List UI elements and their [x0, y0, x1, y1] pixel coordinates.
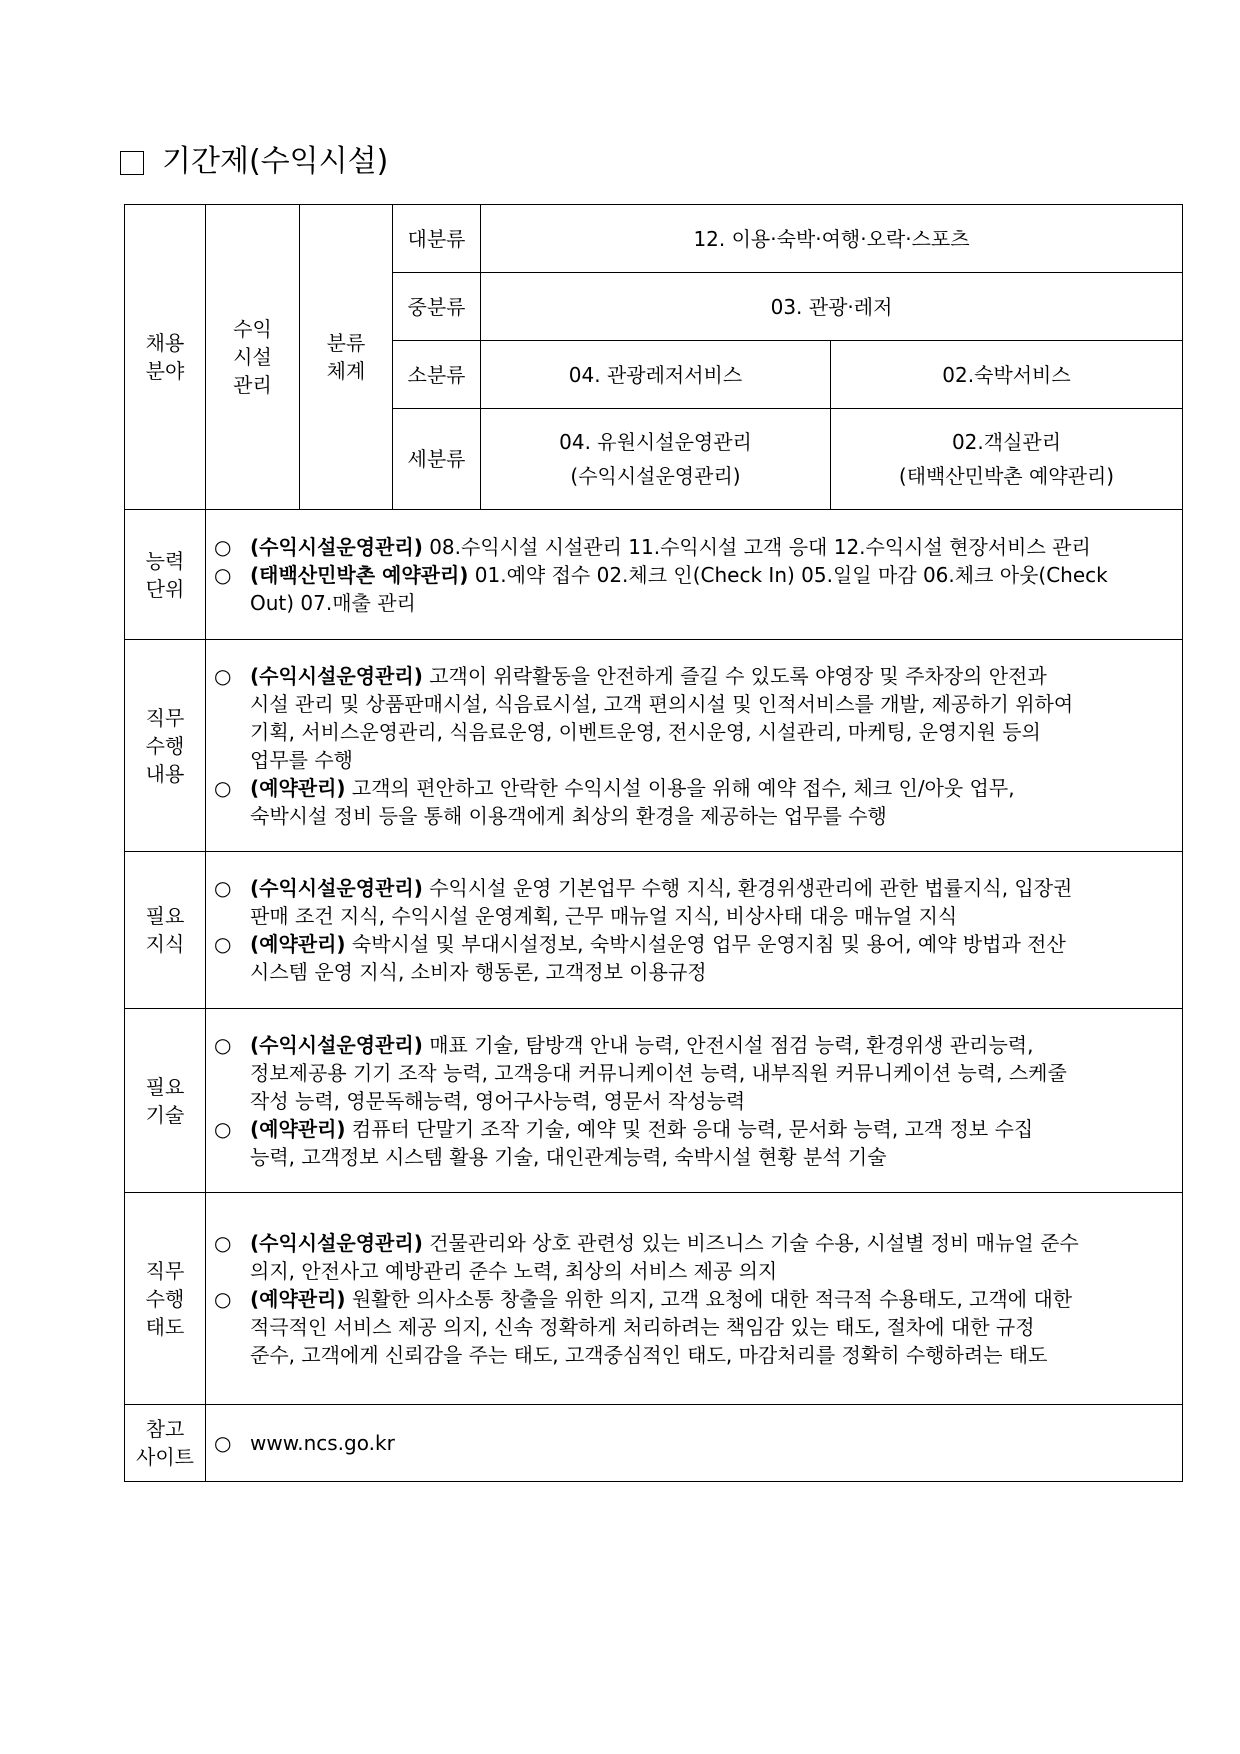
bullet-line	[250, 1429, 1172, 1457]
classification-row-major	[125, 205, 1183, 273]
section-row	[125, 640, 1183, 852]
section-label-text: 참고	[145, 1417, 185, 1441]
bullet-line	[250, 1087, 1172, 1115]
bullet-item	[212, 561, 1172, 617]
bullet-text: 원활한 의사소통 창출을 위한 의지, 고객 요청에 대한 적극적 수용태도, 고객에 대한	[345, 1286, 1073, 1311]
bullet-item	[212, 533, 1172, 561]
major-class-value: 12. 이용·숙박·여행·오락·스포츠	[481, 205, 1183, 273]
bullet-text: 의지, 안전사고 예방관리 준수 노력, 최상의 서비스 제공 의지	[250, 1258, 778, 1283]
bullet-line	[250, 1229, 1172, 1257]
bullet-text: 숙박시설 및 부대시설정보, 숙박시설운영 업무 운영지침 및 용어, 예약 방법과 전산	[345, 932, 1066, 956]
section-label-text: 필요	[145, 1074, 185, 1099]
minor-class-left: 04. 관광레저서비스	[481, 341, 831, 409]
bullet-item	[212, 1229, 1172, 1285]
bullet-item	[212, 774, 1172, 830]
bullet-line	[250, 1257, 1172, 1285]
circle-bullet-icon: ○	[214, 562, 232, 587]
bullet-line	[250, 802, 1172, 830]
circle-bullet-icon: ○	[214, 1032, 232, 1057]
job-label: 수익 시설 관리	[206, 205, 300, 510]
circle-bullet-icon: ○	[214, 534, 232, 559]
minor-class-right: 02.숙박서비스	[831, 341, 1183, 409]
bullet-line	[250, 1059, 1172, 1087]
section-content-skill	[206, 1009, 1183, 1193]
bullet-text: 정보제공용 기기 조작 능력, 고객응대 커뮤니케이션 능력, 내부직원 커뮤니케이션 능력, 스케줄	[250, 1060, 1067, 1085]
bullet-tag: (예약관리)	[250, 932, 346, 956]
section-label-ability	[125, 510, 206, 640]
bullet-text: 건물관리와 상호 관련성 있는 비즈니스 기술 수용, 시설별 정비 매뉴얼 준수	[422, 1230, 1079, 1255]
bullet-text: 작성 능력, 영문독해능력, 영어구사능력, 영문서 작성능력	[250, 1088, 746, 1113]
bullet-line	[250, 930, 1172, 958]
section-label-text: 기술	[145, 1102, 185, 1127]
section-row	[125, 510, 1183, 640]
bullet-text: 적극적인 서비스 제공 의지, 신속 정확하게 처리하려는 책임감 있는 태도, 절차에 대한 규정	[250, 1314, 1035, 1339]
middle-class-value: 03. 관광·레저	[481, 273, 1183, 341]
section-row	[125, 852, 1183, 1009]
bullet-text: 준수, 고객에게 신뢰감을 주는 태도, 고객중심적인 태도, 마감처리를 정확히 수행하려는 태도	[250, 1342, 1048, 1367]
section-label-text: 지식	[145, 932, 185, 956]
middle-class-label: 중분류	[393, 273, 481, 341]
bullet-text: 숙박시설 정비 등을 통해 이용객에게 최상의 환경을 제공하는 업무를 수행	[250, 803, 887, 828]
bullet-text: 판매 조건 지식, 수익시설 운영계획, 근무 매뉴얼 지식, 비상사태 대응 매뉴얼 지식	[250, 904, 958, 928]
bullet-text: 기획, 서비스운영관리, 식음료운영, 이벤트운영, 전시운영, 시설관리, 마케팅, 운영지원 등의	[250, 719, 1041, 744]
checkbox-icon	[120, 151, 144, 175]
bullet-text: 컴퓨터 단말기 조작 기술, 예약 및 전화 응대 능력, 문서화 능력, 고객 정보 수집	[345, 1116, 1034, 1141]
bullet-item	[212, 1031, 1172, 1115]
bullet-item	[212, 662, 1172, 774]
bullet-line	[250, 690, 1172, 718]
bullet-text: 업무를 수행	[250, 747, 353, 772]
circle-bullet-icon: ○	[214, 932, 232, 956]
section-content-reference	[206, 1405, 1183, 1482]
bullet-text: 08.수익시설 시설관리 11.수익시설 고객 응대 12.수익시설 현장서비스 관리	[422, 534, 1091, 559]
section-label-text: 수행	[145, 733, 185, 758]
bullet-tag: (예약관리)	[250, 1286, 346, 1311]
section-label-text: 사이트	[136, 1445, 194, 1469]
bullet-line	[250, 874, 1172, 902]
section-heading	[120, 142, 388, 182]
section-label-skill	[125, 1009, 206, 1193]
section-label-duty	[125, 640, 206, 852]
section-content-knowledge	[206, 852, 1183, 1009]
section-label-knowledge	[125, 852, 206, 1009]
section-label-reference	[125, 1405, 206, 1482]
bullet-text: 매표 기술, 탐방객 안내 능력, 안전시설 점검 능력, 환경위생 관리능력,	[422, 1032, 1034, 1057]
section-row	[125, 1193, 1183, 1405]
bullet-text: 고객의 편안하고 안락한 수익시설 이용을 위해 예약 접수, 체크 인/아웃 업무,	[345, 775, 1015, 800]
major-class-label: 대분류	[393, 205, 481, 273]
bullet-line	[250, 958, 1172, 986]
bullet-line	[250, 1285, 1172, 1313]
section-content-ability	[206, 510, 1183, 640]
classification-label: 분류 체계	[300, 205, 393, 510]
section-label-text: 직무	[145, 705, 185, 730]
bullet-item	[212, 1285, 1172, 1369]
section-row	[125, 1009, 1183, 1193]
minor-class-label: 소분류	[393, 341, 481, 409]
bullet-line	[250, 662, 1172, 690]
bullet-tag: (수익시설운영관리)	[250, 1230, 423, 1255]
bullet-line	[250, 589, 1172, 617]
bullet-text: 01.예약 접수 02.체크 인(Check In) 05.일일 마감 06.체크 아웃(Check	[468, 562, 1108, 587]
detail-class-right: 02.객실관리 (태백산민박촌 예약관리)	[831, 409, 1183, 510]
circle-bullet-icon: ○	[214, 1431, 232, 1455]
bullet-line	[250, 561, 1172, 589]
field-label: 채용 분야	[125, 205, 206, 510]
bullet-line	[250, 1143, 1172, 1171]
bullet-item	[212, 1429, 1172, 1457]
bullet-tag: (수익시설운영관리)	[250, 534, 423, 559]
bullet-text: 수익시설 운영 기본업무 수행 지식, 환경위생관리에 관한 법률지식, 입장권	[422, 876, 1073, 900]
bullet-line	[250, 533, 1172, 561]
bullet-tag: (수익시설운영관리)	[250, 663, 423, 688]
bullet-line	[250, 1115, 1172, 1143]
section-row	[125, 1405, 1183, 1482]
section-title: 기간제(수익시설)	[162, 144, 389, 179]
section-label-text: 수행	[145, 1286, 185, 1311]
circle-bullet-icon: ○	[214, 775, 232, 800]
bullet-line	[250, 774, 1172, 802]
bullet-tag: (태백산민박촌 예약관리)	[250, 562, 469, 587]
circle-bullet-icon: ○	[214, 663, 232, 688]
bullet-tag: (예약관리)	[250, 1116, 346, 1141]
circle-bullet-icon: ○	[214, 1230, 232, 1255]
section-label-text: 필요	[145, 904, 185, 928]
bullet-tag: (예약관리)	[250, 775, 346, 800]
section-label-text: 내용	[145, 761, 185, 786]
bullet-text: 시설 관리 및 상품판매시설, 식음료시설, 고객 편의시설 및 인적서비스를 개발, 제공하기 위하여	[250, 691, 1074, 716]
section-label-text: 단위	[145, 576, 185, 601]
section-label-text: 직무	[145, 1258, 185, 1283]
bullet-line	[250, 1031, 1172, 1059]
bullet-line	[250, 1313, 1172, 1341]
bullet-text: 고객이 위락활동을 안전하게 즐길 수 있도록 야영장 및 주차장의 안전과	[422, 663, 1047, 688]
section-label-text: 능력	[145, 548, 185, 573]
section-label-attitude	[125, 1193, 206, 1405]
bullet-line	[250, 746, 1172, 774]
circle-bullet-icon: ○	[214, 1116, 232, 1141]
bullet-line	[250, 1341, 1172, 1369]
bullet-tag: (수익시설운영관리)	[250, 1032, 423, 1057]
bullet-text: www.ncs.go.kr	[250, 1431, 395, 1455]
bullet-item	[212, 930, 1172, 986]
circle-bullet-icon: ○	[214, 876, 232, 900]
bullet-item	[212, 874, 1172, 930]
circle-bullet-icon: ○	[214, 1286, 232, 1311]
bullet-line	[250, 718, 1172, 746]
job-description-table	[124, 204, 1183, 1482]
bullet-tag: (수익시설운영관리)	[250, 876, 423, 900]
bullet-line	[250, 902, 1172, 930]
bullet-text: 능력, 고객정보 시스템 활용 기술, 대인관계능력, 숙박시설 현황 분석 기술	[250, 1144, 887, 1169]
detail-class-label: 세분류	[393, 409, 481, 510]
detail-class-left: 04. 유원시설운영관리 (수익시설운영관리)	[481, 409, 831, 510]
section-content-attitude	[206, 1193, 1183, 1405]
bullet-item	[212, 1115, 1172, 1171]
section-content-duty	[206, 640, 1183, 852]
bullet-text: Out) 07.매출 관리	[250, 590, 416, 615]
section-label-text: 태도	[145, 1314, 185, 1339]
bullet-text: 시스템 운영 지식, 소비자 행동론, 고객정보 이용규정	[250, 960, 707, 984]
